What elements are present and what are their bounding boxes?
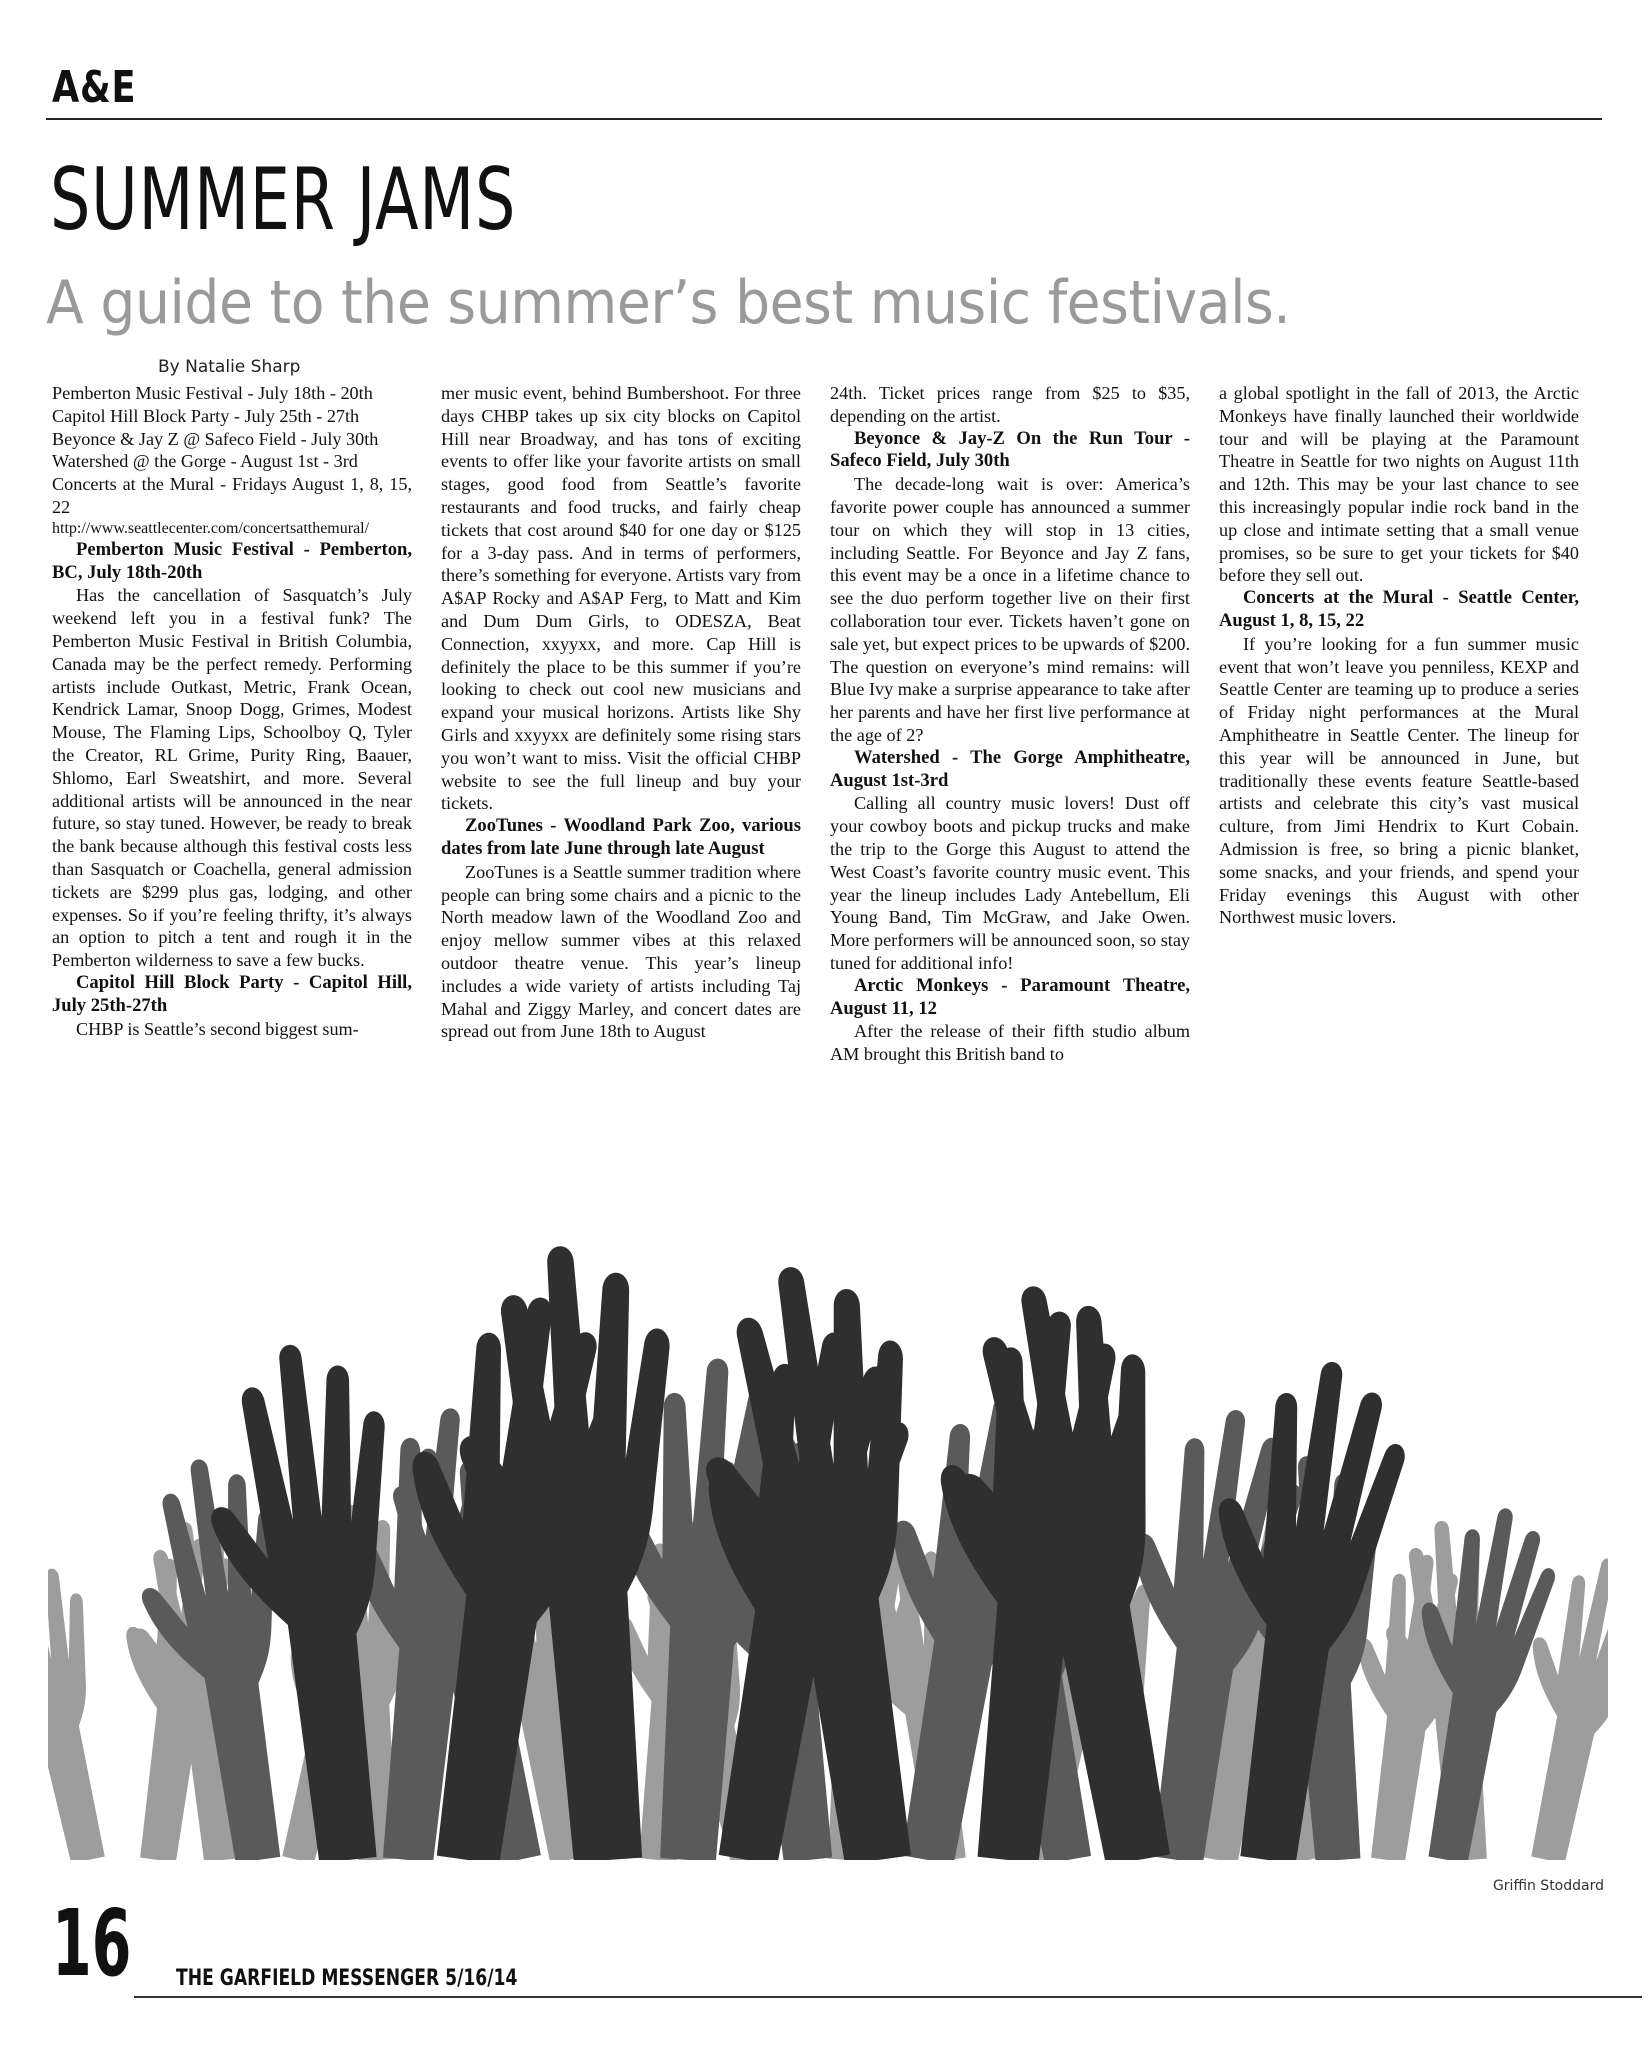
- mural-body: If you’re looking for a fun summer music event that won’t leave you penniless, KEXP and Seattle Center are teaming up to produce a series of Friday night performances at the Mural Amphitheatre in Seattle Center. The lineup for this year will be announced in June, but traditionally these events feature Seattle-based artists and celebrate this city’s vast musical culture, from Jimi Hendrix to Kurt Cobain. Admission is free, so bring a picnic blanket, some snacks, and your friends, and spend your Friday evenings this August with other Northwest music lovers.: [1219, 633, 1579, 928]
- column-4: [1219, 382, 1579, 929]
- article-body: [52, 382, 1582, 1142]
- pemberton-body: Has the cancellation of Sasquatch’s July weekend left you in a festival funk? The Pemberton Music Festival in British Columbia, Canada may be the perfect remedy. Performing artists include Outkast, Metric, Frank Ocean, Kendrick Lamar, Snoop Dogg, Grimes, Modest Mouse, The Flaming Lips, Schoolboy Q, Tyler the Creator, RL Grime, Purity Ring, Baauer, Shlomo, Earl Sweatshirt, and more. Several additional artists will be announced in the near future, so stay tuned. However, be ready to break the bank because although this festival costs less than Sasquatch or Coachella, general admission tickets are $299 plus gas, lodging, and other expenses. So if you’re feeling thrifty, it’s always an option to pitch a tent and rough it in the Pemberton wilderness to save a few bucks.: [52, 585, 412, 971]
- list-item: Beyonce & Jay Z @ Safeco Field - July 30th: [52, 428, 379, 449]
- mural-link[interactable]: http://www.seattlecenter.com/concertsatthemural/: [52, 519, 370, 537]
- arctic-heading: Arctic Monkeys - Paramount Theatre, August 11, 12: [830, 974, 1190, 1019]
- byline: By Natalie Sharp: [158, 357, 301, 377]
- event-list: [52, 382, 412, 539]
- column-2: [441, 382, 801, 1043]
- bottom-rule: [134, 1996, 1642, 1998]
- list-item: Capitol Hill Block Party - July 25th - 27th: [52, 405, 360, 426]
- zootunes-body-start: ZooTunes is a Seattle summer tradition where people can bring some chairs and a picnic to the North meadow lawn of the Woodland Zoo and enjoy mellow summer vibes at this relaxed outdoor theatre venue. This year’s lineup includes a wide variety of artists including Taj Mahal and Ziggy Marley, and concert dates are spread out from June 18th to August: [441, 861, 801, 1042]
- zootunes-body-cont: 24th. Ticket prices range from $25 to $35, depending on the artist.: [830, 383, 1190, 426]
- column-1: [52, 382, 412, 1040]
- beyonce-body: The decade-long wait is over: America’s favorite power couple has announced a summer tour on which they will stop in 13 cities, including Seattle. For Beyonce and Jay Z fans, this event may be a once in a lifetime chance to see the duo perform together live on their first collaboration tour ever. Tickets haven’t gone on sale yet, but expect prices to be upwards of $200. The question on everyone’s mind remains: will Blue Ivy make a surprise appearance to take after her parents and have her first live performance at the age of 2?: [830, 474, 1190, 745]
- list-item: Pemberton Music Festival - July 18th - 20th: [52, 383, 373, 403]
- headline: SUMMER JAMS: [50, 150, 517, 250]
- arctic-body-start: After the release of their fifth studio album AM brought this British band to: [830, 1021, 1190, 1065]
- illustration-credit: Griffin Stoddard: [1492, 1878, 1604, 1894]
- column-3: [830, 382, 1190, 1066]
- zootunes-heading: ZooTunes - Woodland Park Zoo, various dates from late June through late August: [441, 815, 801, 859]
- list-item: Watershed @ the Gorge - August 1st - 3rd: [52, 451, 358, 472]
- chbp-heading: Capitol Hill Block Party - Capitol Hill, July 25th-27th: [52, 971, 412, 1016]
- watershed-body: Calling all country music lovers! Dust off your cowboy boots and pickup trucks and make the trip to the Gorge this August to attend the West Coast’s favorite country music event. This year the lineup includes Lady Antebellum, Eli Young Band, Tim McGraw, and Jake Owen. More performers will be announced soon, so stay tuned for additional info!: [830, 793, 1190, 973]
- arctic-body-cont: a global spotlight in the fall of 2013, the Arctic Monkeys have finally launched their worldwide tour and will be playing at the Paramount Theatre in Seattle for two nights on August 11th and 12th. This may be your last chance to see this increasingly popular indie rock band in the up close and intimate setting that a small venue promises, so be sure to get your tickets for $40 before they sell out.: [1219, 383, 1579, 586]
- footer-publication: THE GARFIELD MESSENGER 5/16/14: [176, 1966, 518, 1991]
- list-item: Concerts at the Mural - Fridays August 1, 8, 15, 22: [52, 474, 412, 517]
- raised-hands-illustration: [48, 1240, 1608, 1860]
- chbp-body-start: CHBP is Seattle’s second biggest sum-: [76, 1018, 359, 1039]
- top-rule: [46, 118, 1602, 120]
- watershed-heading: Watershed - The Gorge Amphitheatre, August 1st-3rd: [830, 746, 1190, 791]
- mural-heading: Concerts at the Mural - Seattle Center, August 1, 8, 15, 22: [1219, 587, 1579, 631]
- beyonce-heading: Beyonce & Jay-Z On the Run Tour - Safeco Field, July 30th: [830, 427, 1190, 472]
- raised-hand: [48, 1549, 136, 1860]
- pemberton-heading: Pemberton Music Festival - Pemberton, BC, July 18th-20th: [52, 538, 412, 583]
- section-label: A&E: [52, 62, 137, 113]
- subhead: A guide to the summer’s best music festivals.: [46, 268, 1291, 338]
- chbp-body-cont: mer music event, behind Bumbershoot. For three days CHBP takes up six city blocks on Capitol Hill near Broadway, and has tons of exciting events to offer like your favorite artists on small stages, good food from Seattle’s favorite restaurants and food trucks, and fairly cheap tickets that cost around $40 for one day or $125 for a 3-day pass. And in terms of performers, there’s something for everyone. Artists vary from A$AP Rocky and A$AP Ferg, to Matt and Kim and Dum Dum Girls, to ODESZA, Beat Connection, xxyyxx, and more. Cap Hill is definitely the place to be this summer if you’re looking to check out cool new musicians and expand your musical horizons. Artists like Shy Girls and xxyyxx are definitely some rising stars you won’t want to miss. Visit the official CHBP website to see the full lineup and buy your tickets.: [441, 383, 801, 814]
- page-number: 16: [52, 1890, 132, 1997]
